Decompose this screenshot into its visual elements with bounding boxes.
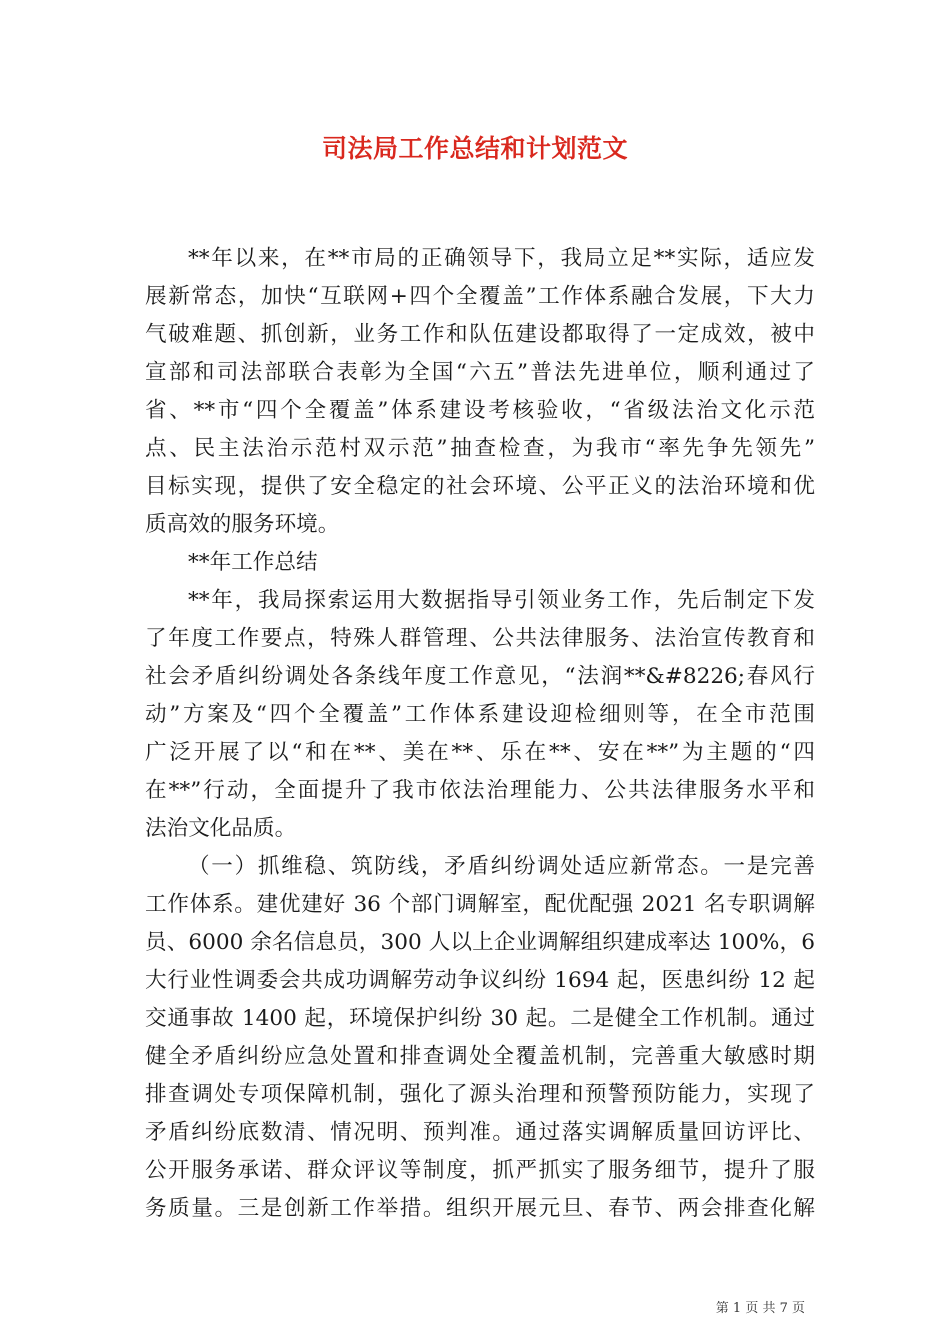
text-line: 气破难题、抓创新，业务工作和队伍建设都取得了一定成效，被中 xyxy=(145,322,815,347)
text-line: 在**”行动，全面提升了我市依法治理能力、公共法律服务水平和 xyxy=(145,778,815,803)
text-line: 动”方案及“四个全覆盖”工作体系建设迎检细则等，在全市范围 xyxy=(145,702,815,727)
text-line: 省、**市“四个全覆盖”体系建设考核验收，“省级法治文化示范 xyxy=(145,398,815,423)
text-line: 交通事故 1400 起，环境保护纠纷 30 起。二是健全工作机制。通过 xyxy=(145,1006,815,1031)
text-line: 广泛开展了以“和在**、美在**、乐在**、安在**”为主题的“四 xyxy=(145,740,815,765)
text-line: 务质量。三是创新工作举措。组织开展元旦、春节、两会排查化解 xyxy=(145,1196,815,1221)
text-line: 社会矛盾纠纷调处各条线年度工作意见，“法润**&#8226;春风行 xyxy=(145,664,815,689)
document-body xyxy=(145,240,815,1228)
document-title: 司法局工作总结和计划范文 xyxy=(321,134,628,163)
text-line: **年，我局探索运用大数据指导引领业务工作，先后制定下发 xyxy=(188,588,815,613)
text-line: 宣部和司法部联合表彰为全国“六五”普法先进单位，顺利通过了 xyxy=(145,360,815,385)
text-line: 排查调处专项保障机制，强化了源头治理和预警预防能力，实现了 xyxy=(145,1082,815,1107)
text-line: **年工作总结 xyxy=(188,550,318,575)
text-line: 了年度工作要点，特殊人群管理、公共法律服务、法治宣传教育和 xyxy=(145,626,815,651)
text-line: 大行业性调委会共成功调解劳动争议纠纷 1694 起，医患纠纷 12 起 xyxy=(145,968,815,993)
text-line: （一）抓维稳、筑防线，矛盾纠纷调处适应新常态。一是完善 xyxy=(188,854,815,879)
text-line: 公开服务承诺、群众评议等制度，抓严抓实了服务细节，提升了服 xyxy=(145,1158,815,1183)
text-line: 矛盾纠纷底数清、情况明、预判准。通过落实调解质量回访评比、 xyxy=(145,1120,815,1145)
text-line: 点、民主法治示范村双示范”抽查检查，为我市“率先争先领先” xyxy=(145,436,815,461)
text-line: 员、6000 余名信息员，300 人以上企业调解组织建成率达 100%，6 xyxy=(145,930,815,955)
text-line: 健全矛盾纠纷应急处置和排查调处全覆盖机制，完善重大敏感时期 xyxy=(145,1044,815,1069)
text-line: **年以来，在**市局的正确领导下，我局立足**实际，适应发 xyxy=(188,246,815,271)
page-number: 第 1 页 共 7 页 xyxy=(715,1301,805,1316)
text-line: 工作体系。建优建好 36 个部门调解室，配优配强 2021 名专职调解 xyxy=(145,892,815,917)
text-line: 法治文化品质。 xyxy=(145,816,297,841)
text-line: 目标实现，提供了安全稳定的社会环境、公平正义的法治环境和优 xyxy=(145,474,815,499)
text-line: 质高效的服务环境。 xyxy=(145,512,340,537)
text-line: 展新常态，加快“互联网+四个全覆盖”工作体系融合发展，下大力 xyxy=(145,284,815,309)
